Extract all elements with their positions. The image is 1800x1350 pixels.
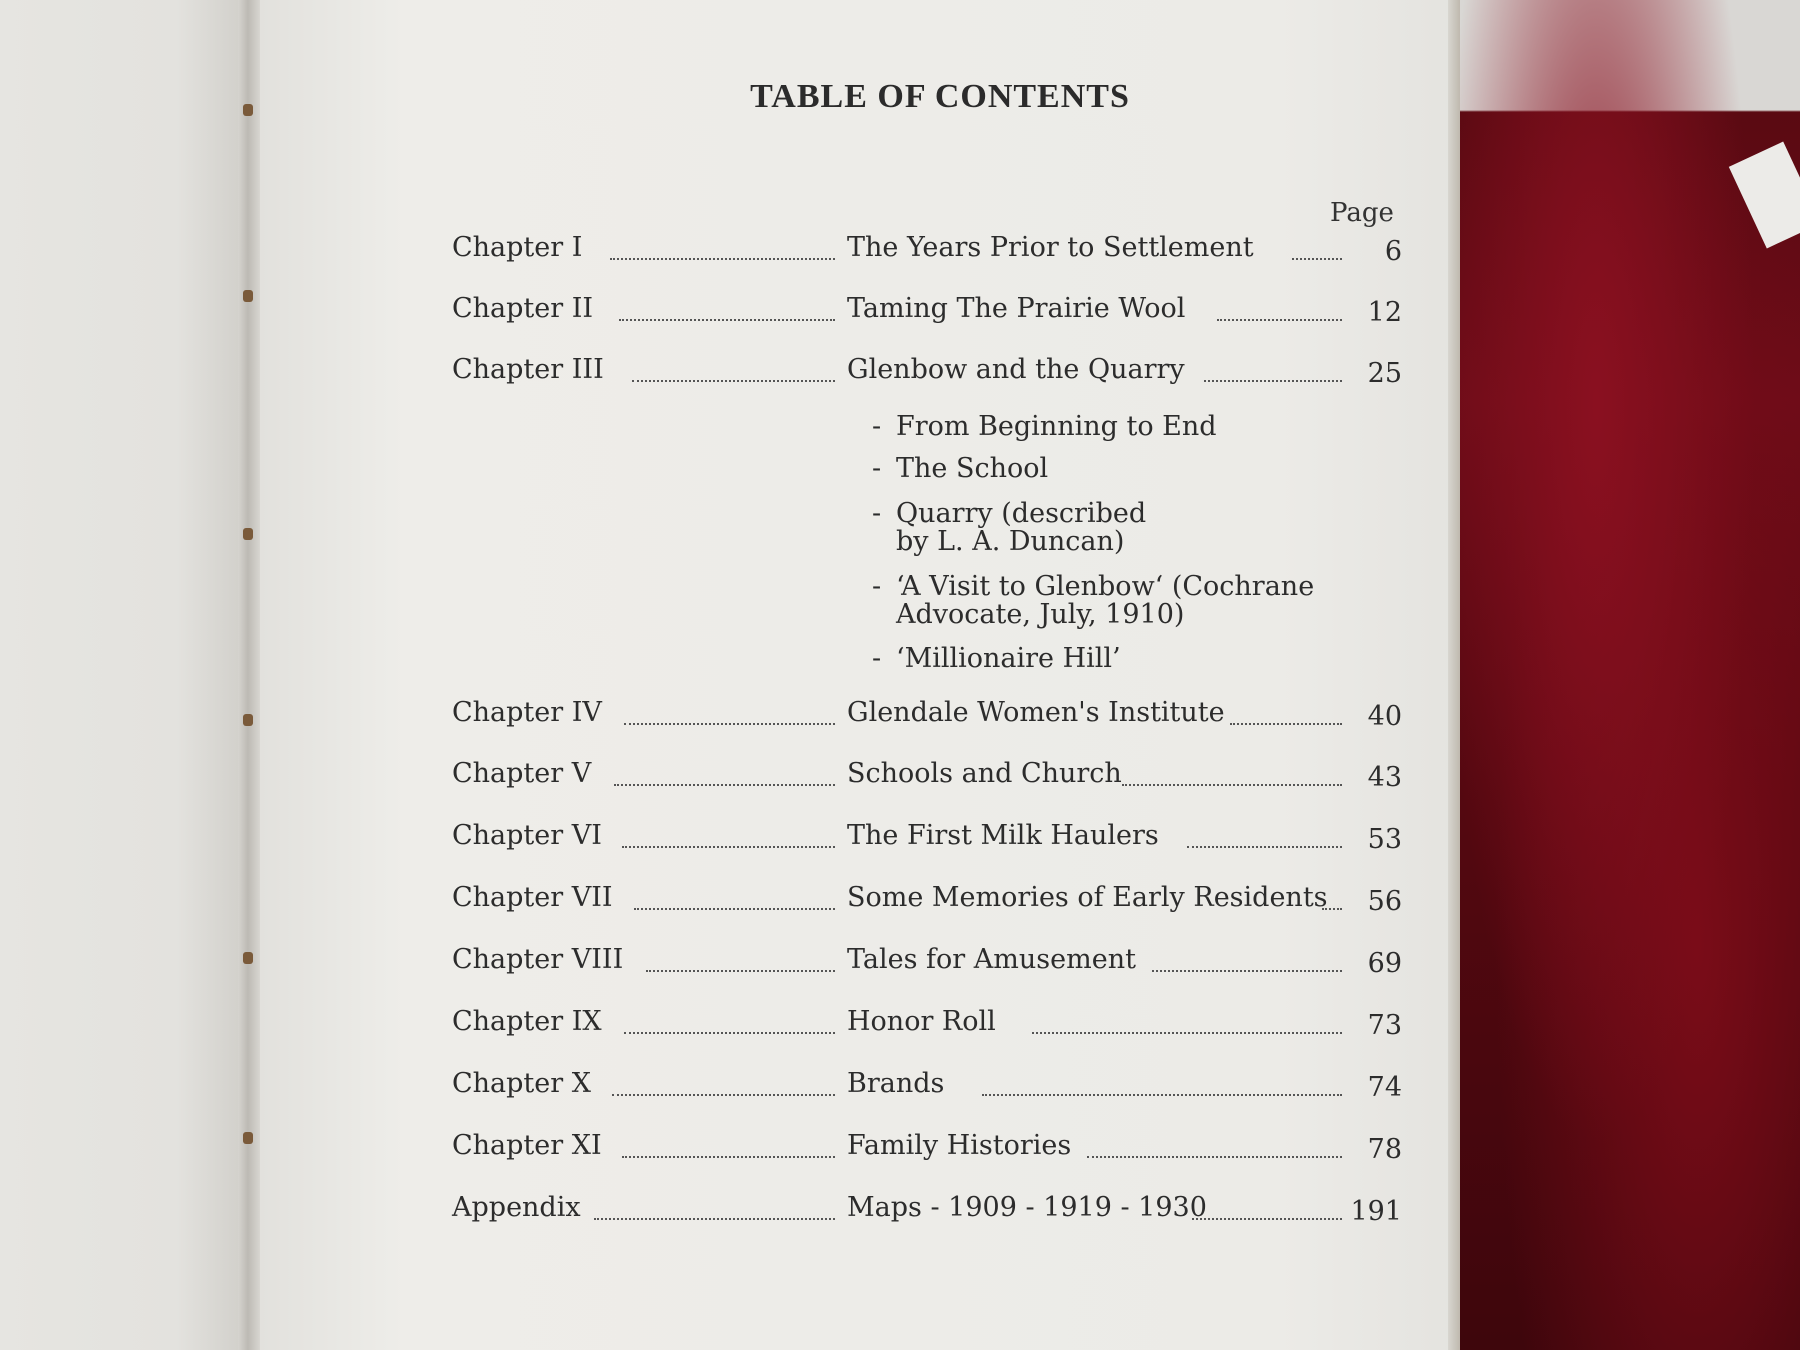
chapter-label: Chapter V [452,758,592,789]
toc-entry [452,1068,1402,1108]
toc-entry [452,293,1402,333]
dot-leader [1032,1032,1342,1034]
binding-stitch [243,1132,253,1144]
chapter-title: Brands [847,1068,945,1099]
chapter-title: Schools and Church [847,758,1122,789]
chapter-label: Chapter VI [452,820,602,851]
chapter-title: The Years Prior to Settlement [847,232,1254,263]
chapter-title: Maps - 1909 - 1919 - 1930 [847,1192,1207,1223]
page-number: 78 [1367,1134,1402,1165]
page-title: TABLE OF CONTENTS [750,78,1130,115]
dot-leader [619,319,835,321]
page-number: 191 [1350,1196,1402,1227]
dot-leader [1192,1218,1342,1220]
dot-leader [1322,908,1342,910]
page-number: 40 [1367,701,1402,732]
dot-leader [1217,319,1342,321]
chapter-title: Tales for Amusement [847,944,1136,975]
page-number: 53 [1367,824,1402,855]
toc-entry [452,944,1402,984]
binding-stitch [243,104,253,116]
left-page [0,0,252,1350]
chapter-label: Appendix [452,1192,581,1223]
dot-leader [1087,1156,1342,1158]
binding-stitch [243,714,253,726]
page-number: 25 [1367,358,1402,389]
binding-stitch [243,528,253,540]
chapter-title: Family Histories [847,1130,1072,1161]
dot-leader [1230,723,1342,725]
page-number: 43 [1367,762,1402,793]
chapter-label: Chapter III [452,354,604,385]
dot-leader [594,1218,835,1220]
binding-stitch [243,952,253,964]
page-column-header: Page [1330,198,1394,228]
chapter-label: Chapter X [452,1068,591,1099]
chapter-label: Chapter II [452,293,594,324]
page-edge [1448,0,1460,1350]
page-number: 6 [1384,236,1402,267]
dot-leader [1204,380,1342,382]
toc-entry [452,1192,1402,1232]
toc-entry [452,820,1402,860]
chapter-title: Glendale Women's Institute [847,697,1225,728]
dot-leader [634,908,835,910]
chapter-title: The First Milk Haulers [847,820,1159,851]
page-number: 12 [1367,297,1402,328]
toc-entry [452,1130,1402,1170]
book-gutter [238,0,260,1350]
dot-leader [610,258,835,260]
toc-entry [452,697,1402,737]
toc-entry [452,354,1402,394]
dot-leader [624,723,835,725]
page-number: 69 [1367,948,1402,979]
page-number: 56 [1367,886,1402,917]
chapter-title: Glenbow and the Quarry [847,354,1185,385]
toc-entry [452,758,1402,798]
chapter-title: Taming The Prairie Wool [847,293,1186,324]
chapter-label: Chapter XI [452,1130,602,1161]
chapter-label: Chapter I [452,232,583,263]
dot-leader [646,970,835,972]
dot-leader [622,846,835,848]
page-number: 73 [1367,1010,1402,1041]
dot-leader [1187,846,1342,848]
chapter-title: Some Memories of Early Residents [847,882,1328,913]
dot-leader [622,1156,835,1158]
dot-leader [614,784,835,786]
dot-leader [624,1032,835,1034]
dot-leader [632,380,835,382]
chapter-title: Honor Roll [847,1006,996,1037]
dot-leader [612,1094,835,1096]
binding-stitch [243,290,253,302]
chapter-label: Chapter IX [452,1006,602,1037]
chapter-label: Chapter VII [452,882,613,913]
chapter-label: Chapter IV [452,697,602,728]
dot-leader [1292,258,1342,260]
toc-entry [452,1006,1402,1046]
dot-leader [982,1094,1342,1096]
toc-entry [452,882,1402,922]
chapter-label: Chapter VIII [452,944,624,975]
dot-leader [1152,970,1342,972]
dot-leader [1122,784,1342,786]
toc-entry [452,232,1402,272]
page-number: 74 [1367,1072,1402,1103]
